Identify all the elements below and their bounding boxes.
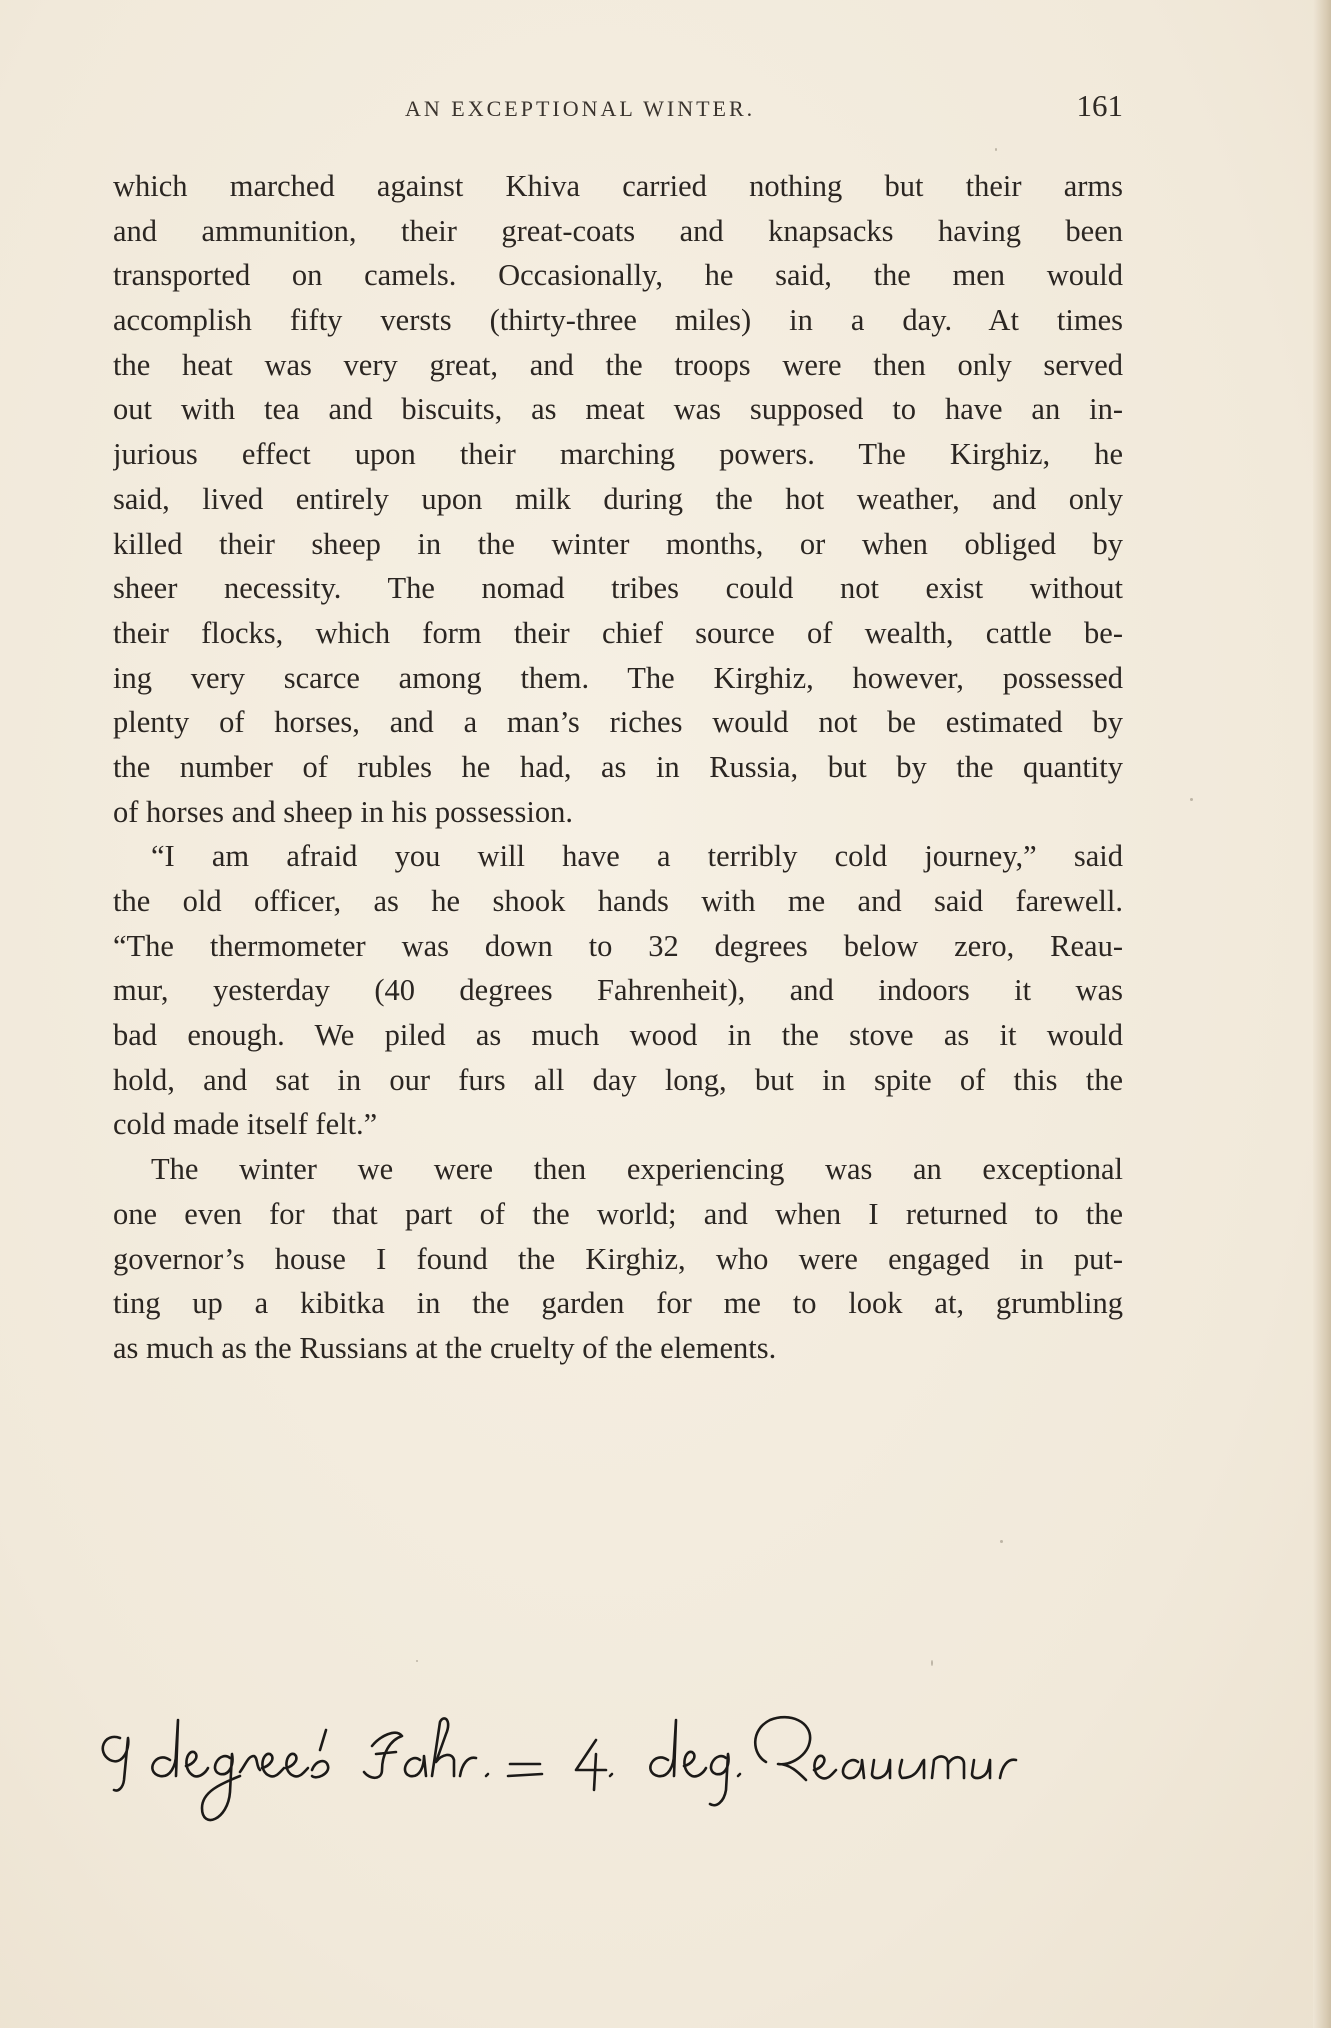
text-line: out with tea and biscuits, as meat was supposed to have an in- <box>113 392 1123 427</box>
page-number: 161 <box>1076 88 1123 123</box>
text-line: The winter we were then experiencing was an exceptional <box>151 1152 1123 1187</box>
text-line: their flocks, which form their chief source of wealth, cattle be- <box>113 615 1123 650</box>
running-title: AN EXCEPTIONAL WINTER. <box>405 96 756 121</box>
text-line: plenty of horses, and a man’s riches would not be estimated by <box>113 705 1123 740</box>
handwriting-drawing <box>90 1680 1320 1850</box>
text-line: “The thermometer was down to 32 degrees below zero, Reau- <box>113 928 1123 963</box>
handwritten-note <box>90 1680 1320 1850</box>
page-header <box>113 88 1123 132</box>
body-text <box>113 164 1123 1371</box>
text-line: which marched against Khiva carried nothing but their arms <box>113 169 1123 203</box>
paper-speck <box>931 1660 933 1666</box>
text-line: governor’s house I found the Kirghiz, who were engaged in put- <box>113 1241 1123 1276</box>
text-line: transported on camels. Occasionally, he said, the men would <box>113 258 1123 293</box>
text-line: cold made itself felt.” <box>113 1107 378 1142</box>
paper-speck <box>1000 1540 1003 1543</box>
text-line: jurious effect upon their marching powers. The Kirghiz, he <box>113 437 1123 472</box>
text-line: ting up a kibitka in the garden for me to look at, grumbling <box>113 1286 1123 1321</box>
text-line: ing very scarce among them. The Kirghiz, however, possessed <box>113 660 1123 695</box>
paper-speck <box>1190 798 1193 801</box>
text-line: sheer necessity. The nomad tribes could not exist without <box>113 571 1123 606</box>
text-line: mur, yesterday (40 degrees Fahrenheit), and indoors it was <box>113 973 1123 1008</box>
paper-speck <box>416 1660 418 1662</box>
text-line: the old officer, as he shook hands with me and said farewell. <box>113 884 1123 918</box>
text-line: and ammunition, their great-coats and knapsacks having been <box>113 213 1123 248</box>
text-line: bad enough. We piled as much wood in the stove as it would <box>113 1018 1123 1053</box>
text-line: the heat was very great, and the troops were then only served <box>113 347 1123 382</box>
paper-speck <box>995 148 997 151</box>
text-line: as much as the Russians at the cruelty of the elements. <box>113 1330 777 1365</box>
text-line: one even for that part of the world; and when I returned to the <box>113 1196 1123 1231</box>
text-line: of horses and sheep in his possession. <box>113 794 574 829</box>
text-line: killed their sheep in the winter months, or when obliged by <box>113 526 1123 561</box>
text-line: hold, and sat in our furs all day long, but in spite of this the <box>113 1062 1123 1097</box>
text-line: accomplish fifty versts (thirty-three miles) in a day. At times <box>113 303 1123 338</box>
text-line: “I am afraid you will have a terribly cold journey,” said <box>151 839 1123 874</box>
text-line: the number of rubles he had, as in Russia, but by the quantity <box>113 749 1123 784</box>
text-line: said, lived entirely upon milk during the hot weather, and only <box>113 481 1123 516</box>
